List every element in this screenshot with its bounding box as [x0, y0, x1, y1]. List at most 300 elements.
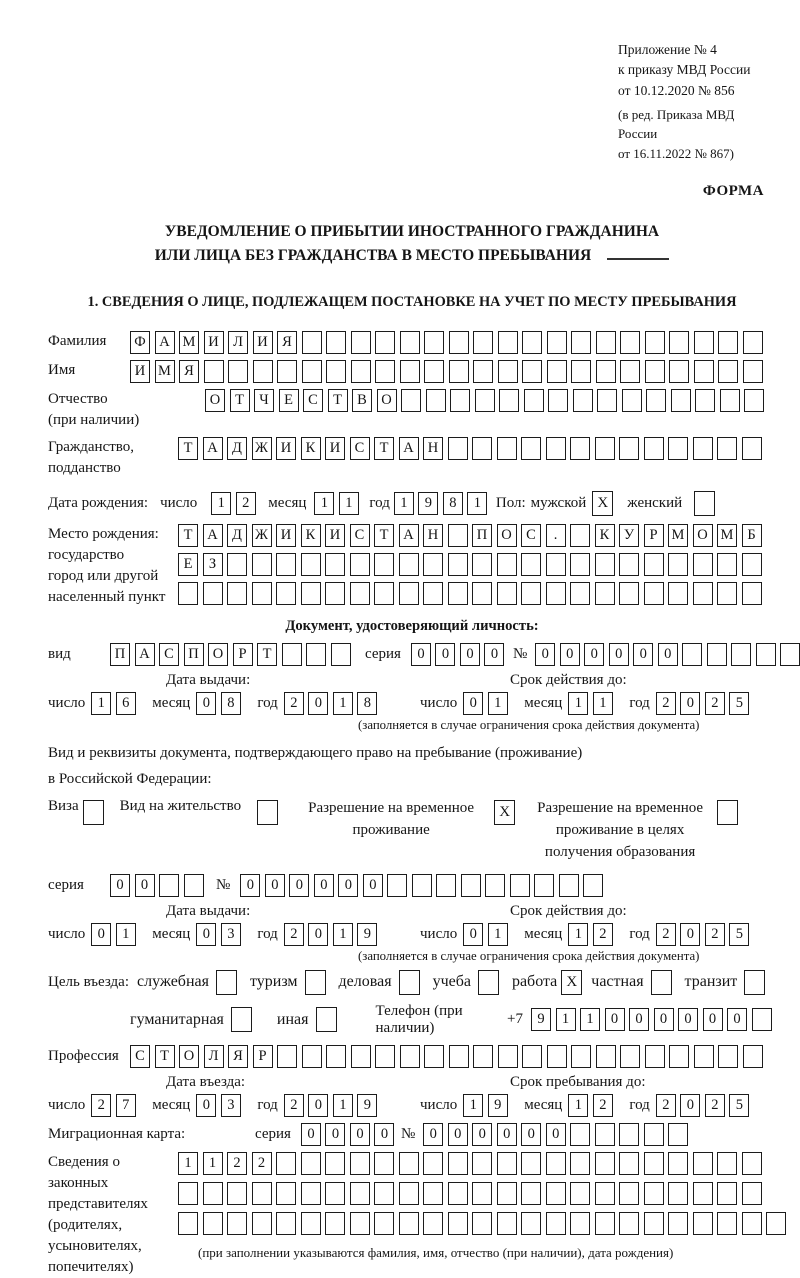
char-cell[interactable]	[331, 643, 351, 666]
char-cell[interactable]	[510, 874, 530, 897]
char-cell[interactable]	[668, 1212, 688, 1235]
birth-year-cells[interactable]	[394, 492, 492, 515]
char-cell[interactable]: 3	[221, 923, 241, 946]
char-cell[interactable]: Я	[277, 331, 297, 354]
char-cell[interactable]	[325, 1212, 345, 1235]
char-cell[interactable]: 0	[463, 923, 483, 946]
char-cell[interactable]	[325, 582, 345, 605]
char-cell[interactable]	[423, 1182, 443, 1205]
char-cell[interactable]: Т	[328, 389, 348, 412]
char-cell[interactable]	[646, 389, 666, 412]
char-cell[interactable]: М	[179, 331, 199, 354]
char-cell[interactable]	[570, 582, 590, 605]
char-cell[interactable]: Я	[228, 1045, 248, 1068]
char-cell[interactable]	[424, 360, 444, 383]
char-cell[interactable]	[620, 1045, 640, 1068]
char-cell[interactable]	[619, 437, 639, 460]
char-cell[interactable]	[717, 1212, 737, 1235]
char-cell[interactable]: А	[135, 643, 155, 666]
char-cell[interactable]: 2	[91, 1094, 111, 1117]
valid-day-cells[interactable]	[463, 923, 512, 946]
char-cell[interactable]	[521, 1182, 541, 1205]
char-cell[interactable]: Т	[178, 524, 198, 547]
char-cell[interactable]: Т	[230, 389, 250, 412]
char-cell[interactable]: 5	[729, 1094, 749, 1117]
valid-year-cells[interactable]	[656, 923, 754, 946]
char-cell[interactable]: 1	[568, 692, 588, 715]
issue-year-cells[interactable]	[284, 692, 382, 715]
char-cell[interactable]	[277, 360, 297, 383]
char-cell[interactable]	[350, 1152, 370, 1175]
char-cell[interactable]	[375, 331, 395, 354]
char-cell[interactable]: 0	[584, 643, 604, 666]
char-cell[interactable]	[717, 1152, 737, 1175]
char-cell[interactable]	[644, 437, 664, 460]
char-cell[interactable]: И	[325, 437, 345, 460]
char-cell[interactable]: М	[155, 360, 175, 383]
char-cell[interactable]: 1	[333, 692, 353, 715]
char-cell[interactable]	[717, 582, 737, 605]
char-cell[interactable]: О	[497, 524, 517, 547]
visa-checkbox[interactable]	[83, 800, 104, 825]
char-cell[interactable]	[178, 582, 198, 605]
char-cell[interactable]	[668, 1182, 688, 1205]
char-cell[interactable]	[227, 1182, 247, 1205]
char-cell[interactable]	[547, 360, 567, 383]
char-cell[interactable]: 0	[680, 923, 700, 946]
char-cell[interactable]	[449, 1045, 469, 1068]
purpose-humanitarian-checkbox[interactable]	[231, 1007, 252, 1032]
char-cell[interactable]	[326, 331, 346, 354]
char-cell[interactable]: 0	[435, 643, 455, 666]
char-cell[interactable]	[742, 1182, 762, 1205]
char-cell[interactable]	[227, 582, 247, 605]
char-cell[interactable]: 0	[411, 643, 431, 666]
char-cell[interactable]: 0	[325, 1123, 345, 1146]
char-cell[interactable]: 2	[284, 1094, 304, 1117]
char-cell[interactable]: 0	[629, 1008, 649, 1031]
char-cell[interactable]	[521, 582, 541, 605]
char-cell[interactable]: С	[350, 437, 370, 460]
char-cell[interactable]: Е	[279, 389, 299, 412]
char-cell[interactable]	[473, 1045, 493, 1068]
char-cell[interactable]: М	[668, 524, 688, 547]
surname-cells[interactable]	[130, 331, 767, 354]
char-cell[interactable]	[718, 1045, 738, 1068]
char-cell[interactable]	[350, 1182, 370, 1205]
char-cell[interactable]	[644, 1152, 664, 1175]
char-cell[interactable]: 0	[196, 1094, 216, 1117]
char-cell[interactable]	[668, 437, 688, 460]
valid-day-cells[interactable]	[463, 692, 512, 715]
valid-month-cells[interactable]	[568, 692, 617, 715]
char-cell[interactable]: В	[352, 389, 372, 412]
char-cell[interactable]	[668, 582, 688, 605]
char-cell[interactable]: Е	[178, 553, 198, 576]
legal-reps-cells-3[interactable]	[178, 1212, 791, 1235]
char-cell[interactable]: 8	[443, 492, 463, 515]
issue-year-cells[interactable]	[284, 923, 382, 946]
char-cell[interactable]: У	[619, 524, 639, 547]
char-cell[interactable]	[731, 643, 751, 666]
char-cell[interactable]	[570, 1152, 590, 1175]
char-cell[interactable]	[717, 437, 737, 460]
char-cell[interactable]: А	[155, 331, 175, 354]
char-cell[interactable]	[780, 643, 800, 666]
char-cell[interactable]: Т	[178, 437, 198, 460]
char-cell[interactable]: И	[325, 524, 345, 547]
char-cell[interactable]	[693, 1182, 713, 1205]
sex-female-checkbox[interactable]	[694, 491, 715, 516]
char-cell[interactable]: 0	[680, 692, 700, 715]
char-cell[interactable]	[485, 874, 505, 897]
char-cell[interactable]: 0	[240, 874, 260, 897]
char-cell[interactable]: 0	[605, 1008, 625, 1031]
char-cell[interactable]	[325, 553, 345, 576]
char-cell[interactable]: 0	[308, 923, 328, 946]
char-cell[interactable]	[412, 874, 432, 897]
char-cell[interactable]	[752, 1008, 772, 1031]
char-cell[interactable]	[399, 553, 419, 576]
char-cell[interactable]: 2	[705, 692, 725, 715]
char-cell[interactable]	[423, 1212, 443, 1235]
char-cell[interactable]	[276, 1212, 296, 1235]
char-cell[interactable]	[203, 1212, 223, 1235]
char-cell[interactable]	[595, 1212, 615, 1235]
char-cell[interactable]: А	[203, 437, 223, 460]
char-cell[interactable]: 0	[546, 1123, 566, 1146]
char-cell[interactable]: 0	[196, 692, 216, 715]
char-cell[interactable]: 2	[284, 923, 304, 946]
char-cell[interactable]	[521, 1152, 541, 1175]
char-cell[interactable]	[399, 1182, 419, 1205]
char-cell[interactable]: 2	[593, 923, 613, 946]
char-cell[interactable]: 0	[350, 1123, 370, 1146]
char-cell[interactable]: 1	[339, 492, 359, 515]
valid-month-cells[interactable]	[568, 923, 617, 946]
char-cell[interactable]: О	[208, 643, 228, 666]
char-cell[interactable]	[301, 582, 321, 605]
char-cell[interactable]	[252, 1182, 272, 1205]
char-cell[interactable]: 9	[418, 492, 438, 515]
char-cell[interactable]: 9	[357, 1094, 377, 1117]
char-cell[interactable]	[546, 1152, 566, 1175]
char-cell[interactable]: 0	[460, 643, 480, 666]
char-cell[interactable]: П	[184, 643, 204, 666]
char-cell[interactable]	[766, 1212, 786, 1235]
char-cell[interactable]: И	[130, 360, 150, 383]
char-cell[interactable]	[497, 582, 517, 605]
char-cell[interactable]	[619, 1182, 639, 1205]
char-cell[interactable]: 0	[521, 1123, 541, 1146]
char-cell[interactable]	[448, 553, 468, 576]
char-cell[interactable]: Р	[644, 524, 664, 547]
char-cell[interactable]	[622, 389, 642, 412]
char-cell[interactable]	[619, 1152, 639, 1175]
char-cell[interactable]: 0	[374, 1123, 394, 1146]
char-cell[interactable]	[326, 1045, 346, 1068]
char-cell[interactable]: Р	[233, 643, 253, 666]
char-cell[interactable]: 1	[488, 692, 508, 715]
char-cell[interactable]	[498, 1045, 518, 1068]
char-cell[interactable]	[522, 331, 542, 354]
char-cell[interactable]: Ж	[252, 437, 272, 460]
char-cell[interactable]	[448, 1182, 468, 1205]
char-cell[interactable]: 0	[110, 874, 130, 897]
char-cell[interactable]	[645, 360, 665, 383]
char-cell[interactable]	[253, 360, 273, 383]
char-cell[interactable]	[472, 1152, 492, 1175]
char-cell[interactable]: Т	[257, 643, 277, 666]
char-cell[interactable]: 0	[448, 1123, 468, 1146]
char-cell[interactable]: 0	[463, 692, 483, 715]
issue-month-cells[interactable]	[196, 692, 245, 715]
char-cell[interactable]	[668, 1123, 688, 1146]
char-cell[interactable]: 2	[705, 1094, 725, 1117]
stay-year-cells[interactable]	[656, 1094, 754, 1117]
char-cell[interactable]: 1	[580, 1008, 600, 1031]
char-cell[interactable]	[448, 1152, 468, 1175]
issue-day-cells[interactable]	[91, 692, 140, 715]
char-cell[interactable]	[375, 360, 395, 383]
residence-number-cells[interactable]	[240, 874, 608, 897]
char-cell[interactable]	[475, 389, 495, 412]
char-cell[interactable]	[534, 874, 554, 897]
given-name-cells[interactable]	[130, 360, 767, 383]
issue-month-cells[interactable]	[196, 923, 245, 946]
char-cell[interactable]: 0	[196, 923, 216, 946]
char-cell[interactable]: 2	[656, 1094, 676, 1117]
stay-day-cells[interactable]	[463, 1094, 512, 1117]
char-cell[interactable]: О	[205, 389, 225, 412]
issue-day-cells[interactable]	[91, 923, 140, 946]
char-cell[interactable]: 2	[593, 1094, 613, 1117]
char-cell[interactable]	[436, 874, 456, 897]
char-cell[interactable]: 1	[211, 492, 231, 515]
char-cell[interactable]: 0	[301, 1123, 321, 1146]
char-cell[interactable]: 0	[289, 874, 309, 897]
doc-type-cells[interactable]	[110, 643, 355, 666]
char-cell[interactable]	[301, 1182, 321, 1205]
purpose-work-checkbox[interactable]: X	[561, 970, 582, 995]
char-cell[interactable]	[498, 360, 518, 383]
char-cell[interactable]	[184, 874, 204, 897]
char-cell[interactable]	[401, 389, 421, 412]
residence-permit-checkbox[interactable]	[257, 800, 278, 825]
char-cell[interactable]: Л	[228, 331, 248, 354]
char-cell[interactable]	[306, 643, 326, 666]
char-cell[interactable]	[694, 331, 714, 354]
char-cell[interactable]	[351, 331, 371, 354]
char-cell[interactable]	[350, 553, 370, 576]
char-cell[interactable]: Т	[374, 524, 394, 547]
char-cell[interactable]	[668, 553, 688, 576]
birth-place-cells-2[interactable]	[178, 553, 766, 576]
char-cell[interactable]	[583, 874, 603, 897]
char-cell[interactable]: А	[399, 437, 419, 460]
entry-day-cells[interactable]	[91, 1094, 140, 1117]
char-cell[interactable]	[302, 360, 322, 383]
char-cell[interactable]	[693, 553, 713, 576]
char-cell[interactable]: О	[179, 1045, 199, 1068]
char-cell[interactable]	[374, 582, 394, 605]
doc-series-cells[interactable]	[411, 643, 509, 666]
char-cell[interactable]	[644, 1212, 664, 1235]
char-cell[interactable]: 0	[727, 1008, 747, 1031]
char-cell[interactable]	[717, 553, 737, 576]
purpose-study-checkbox[interactable]	[478, 970, 499, 995]
char-cell[interactable]: 1	[556, 1008, 576, 1031]
char-cell[interactable]	[547, 331, 567, 354]
char-cell[interactable]	[671, 389, 691, 412]
char-cell[interactable]	[570, 1182, 590, 1205]
char-cell[interactable]: 0	[135, 874, 155, 897]
char-cell[interactable]: Р	[253, 1045, 273, 1068]
char-cell[interactable]: П	[110, 643, 130, 666]
char-cell[interactable]	[228, 360, 248, 383]
char-cell[interactable]: О	[693, 524, 713, 547]
char-cell[interactable]	[448, 524, 468, 547]
char-cell[interactable]	[521, 553, 541, 576]
char-cell[interactable]	[277, 1045, 297, 1068]
char-cell[interactable]	[682, 643, 702, 666]
char-cell[interactable]: 2	[656, 692, 676, 715]
char-cell[interactable]: 1	[463, 1094, 483, 1117]
char-cell[interactable]	[178, 1212, 198, 1235]
entry-year-cells[interactable]	[284, 1094, 382, 1117]
char-cell[interactable]	[571, 1045, 591, 1068]
temp-residence-checkbox[interactable]: X	[494, 800, 515, 825]
char-cell[interactable]	[276, 553, 296, 576]
char-cell[interactable]	[448, 437, 468, 460]
purpose-transit-checkbox[interactable]	[744, 970, 765, 995]
char-cell[interactable]	[473, 331, 493, 354]
char-cell[interactable]	[756, 643, 776, 666]
char-cell[interactable]	[546, 553, 566, 576]
char-cell[interactable]: 1	[568, 1094, 588, 1117]
char-cell[interactable]: 1	[91, 692, 111, 715]
birth-month-cells[interactable]	[314, 492, 363, 515]
char-cell[interactable]	[350, 582, 370, 605]
char-cell[interactable]	[595, 1182, 615, 1205]
char-cell[interactable]	[742, 582, 762, 605]
char-cell[interactable]: Ж	[252, 524, 272, 547]
char-cell[interactable]	[302, 1045, 322, 1068]
char-cell[interactable]	[620, 360, 640, 383]
char-cell[interactable]: 0	[314, 874, 334, 897]
char-cell[interactable]: 2	[236, 492, 256, 515]
char-cell[interactable]: 1	[488, 923, 508, 946]
patronymic-cells[interactable]	[205, 389, 769, 412]
char-cell[interactable]	[276, 1182, 296, 1205]
char-cell[interactable]: 1	[116, 923, 136, 946]
char-cell[interactable]: 0	[703, 1008, 723, 1031]
char-cell[interactable]: 7	[116, 1094, 136, 1117]
char-cell[interactable]	[597, 389, 617, 412]
char-cell[interactable]	[178, 1182, 198, 1205]
char-cell[interactable]: Л	[204, 1045, 224, 1068]
char-cell[interactable]	[548, 389, 568, 412]
char-cell[interactable]	[448, 582, 468, 605]
char-cell[interactable]	[720, 389, 740, 412]
char-cell[interactable]: 1	[314, 492, 334, 515]
char-cell[interactable]	[744, 389, 764, 412]
char-cell[interactable]	[521, 1212, 541, 1235]
char-cell[interactable]: И	[253, 331, 273, 354]
char-cell[interactable]: 0	[308, 1094, 328, 1117]
char-cell[interactable]: З	[203, 553, 223, 576]
profession-cells[interactable]	[130, 1045, 767, 1068]
char-cell[interactable]	[595, 437, 615, 460]
char-cell[interactable]	[669, 331, 689, 354]
char-cell[interactable]	[424, 331, 444, 354]
char-cell[interactable]: .	[546, 524, 566, 547]
char-cell[interactable]	[524, 389, 544, 412]
char-cell[interactable]	[669, 1045, 689, 1068]
char-cell[interactable]: 1	[333, 1094, 353, 1117]
entry-month-cells[interactable]	[196, 1094, 245, 1117]
char-cell[interactable]: 5	[729, 692, 749, 715]
char-cell[interactable]	[546, 582, 566, 605]
char-cell[interactable]: С	[159, 643, 179, 666]
doc-number-cells[interactable]	[535, 643, 800, 666]
char-cell[interactable]: Т	[155, 1045, 175, 1068]
char-cell[interactable]	[645, 331, 665, 354]
char-cell[interactable]	[546, 1182, 566, 1205]
char-cell[interactable]	[351, 360, 371, 383]
char-cell[interactable]	[374, 553, 394, 576]
char-cell[interactable]	[644, 582, 664, 605]
char-cell[interactable]: А	[203, 524, 223, 547]
char-cell[interactable]: 2	[227, 1152, 247, 1175]
char-cell[interactable]	[742, 553, 762, 576]
char-cell[interactable]	[717, 1182, 737, 1205]
char-cell[interactable]: 2	[284, 692, 304, 715]
char-cell[interactable]	[695, 389, 715, 412]
char-cell[interactable]	[301, 1152, 321, 1175]
char-cell[interactable]: 0	[91, 923, 111, 946]
char-cell[interactable]	[276, 1152, 296, 1175]
char-cell[interactable]: 0	[680, 1094, 700, 1117]
char-cell[interactable]	[522, 360, 542, 383]
char-cell[interactable]	[571, 360, 591, 383]
sex-male-checkbox[interactable]: X	[592, 491, 613, 516]
char-cell[interactable]: Т	[374, 437, 394, 460]
char-cell[interactable]	[473, 360, 493, 383]
char-cell[interactable]	[276, 582, 296, 605]
char-cell[interactable]: 6	[116, 692, 136, 715]
birth-place-cells-3[interactable]	[178, 582, 766, 605]
char-cell[interactable]	[351, 1045, 371, 1068]
char-cell[interactable]	[546, 437, 566, 460]
char-cell[interactable]: О	[377, 389, 397, 412]
char-cell[interactable]	[644, 553, 664, 576]
char-cell[interactable]	[400, 360, 420, 383]
char-cell[interactable]: С	[303, 389, 323, 412]
char-cell[interactable]	[595, 1152, 615, 1175]
char-cell[interactable]	[387, 874, 407, 897]
residence-series-cells[interactable]	[110, 874, 208, 897]
char-cell[interactable]	[472, 1182, 492, 1205]
char-cell[interactable]	[497, 1182, 517, 1205]
char-cell[interactable]: 0	[535, 643, 555, 666]
char-cell[interactable]: Ч	[254, 389, 274, 412]
birth-day-cells[interactable]	[211, 492, 260, 515]
char-cell[interactable]	[325, 1152, 345, 1175]
char-cell[interactable]: 2	[656, 923, 676, 946]
char-cell[interactable]	[497, 1152, 517, 1175]
char-cell[interactable]: 0	[609, 643, 629, 666]
